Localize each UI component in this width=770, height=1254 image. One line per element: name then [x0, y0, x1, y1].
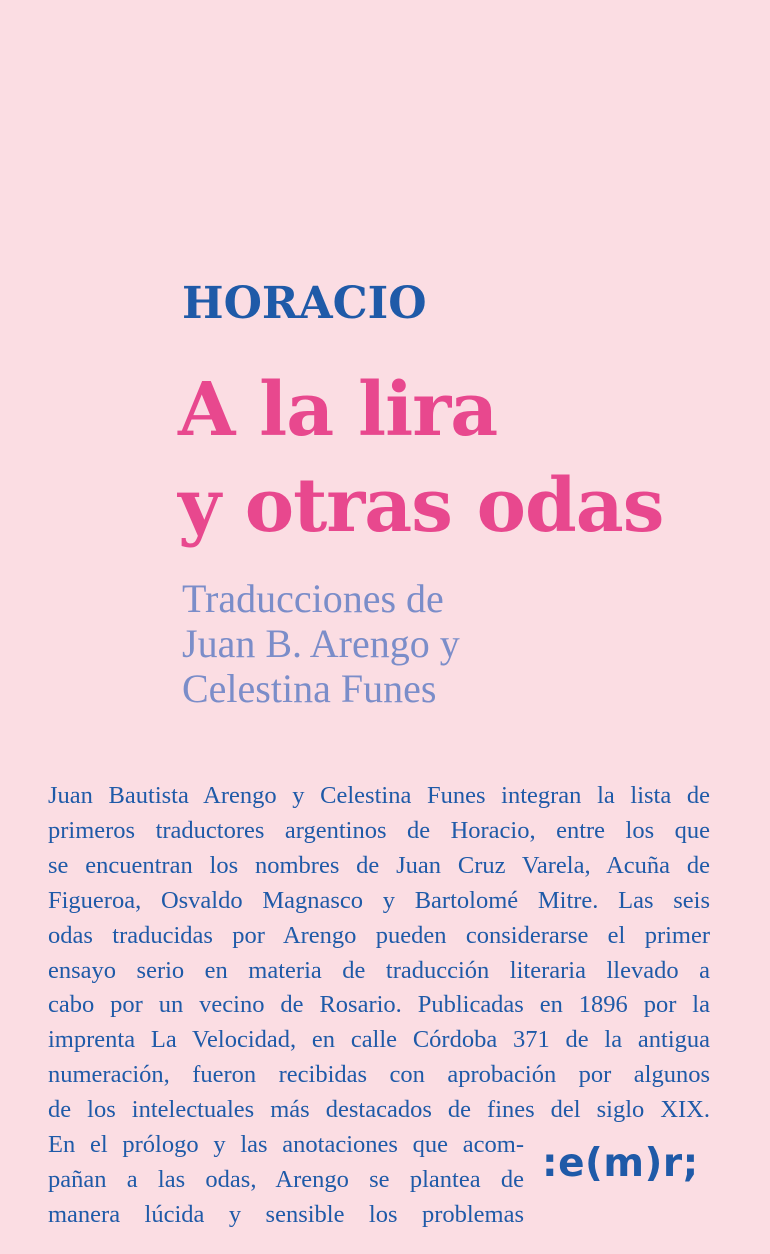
- blurb-line: En el prólogo y las anotaciones que acom-: [48, 1131, 524, 1159]
- author-name: HORACIO: [182, 278, 427, 329]
- blurb-line: pañan a las odas, Arengo se plantea de: [48, 1165, 524, 1193]
- blurb-line: imprenta La Velocidad, en calle Córdoba 371 de la antigua: [48, 1026, 710, 1054]
- translator-line: Celestina Funes: [182, 666, 437, 711]
- blurb-line: de los intelectuales más destacados de fines del siglo XIX.: [48, 1096, 710, 1124]
- book-title: [178, 362, 663, 554]
- publisher-logo: :e(m)r;: [542, 1141, 699, 1186]
- title-line: y otras odas: [178, 463, 664, 549]
- blurb-line: odas traducidas por Arengo pueden considerarse el primer: [48, 921, 710, 949]
- blurb-line: Figueroa, Osvaldo Magnasco y Bartolomé Mitre. Las seis: [48, 886, 710, 914]
- blurb-line: Juan Bautista Arengo y Celestina Funes integran la lista de: [48, 782, 710, 809]
- blurb-line: manera lúcida y sensible los problemas: [48, 1200, 524, 1228]
- translator-line: Juan B. Arengo y: [182, 621, 460, 666]
- blurb-line: cabo por un vecino de Rosario. Publicadas en 1896 por la: [48, 991, 710, 1019]
- blurb-line: primeros traductores argentinos de Horacio, entre los que: [48, 816, 710, 844]
- translator-line: Traducciones de: [182, 576, 444, 621]
- blurb-line: numeración, fueron recibidas con aprobación por algunos: [48, 1061, 710, 1089]
- title-line: A la lira: [178, 367, 498, 453]
- blurb-line: ensayo serio en materia de traducción literaria llevado a: [48, 956, 710, 984]
- blurb-line: se encuentran los nombres de Juan Cruz Varela, Acuña de: [48, 851, 710, 879]
- translators-credit: [182, 576, 460, 711]
